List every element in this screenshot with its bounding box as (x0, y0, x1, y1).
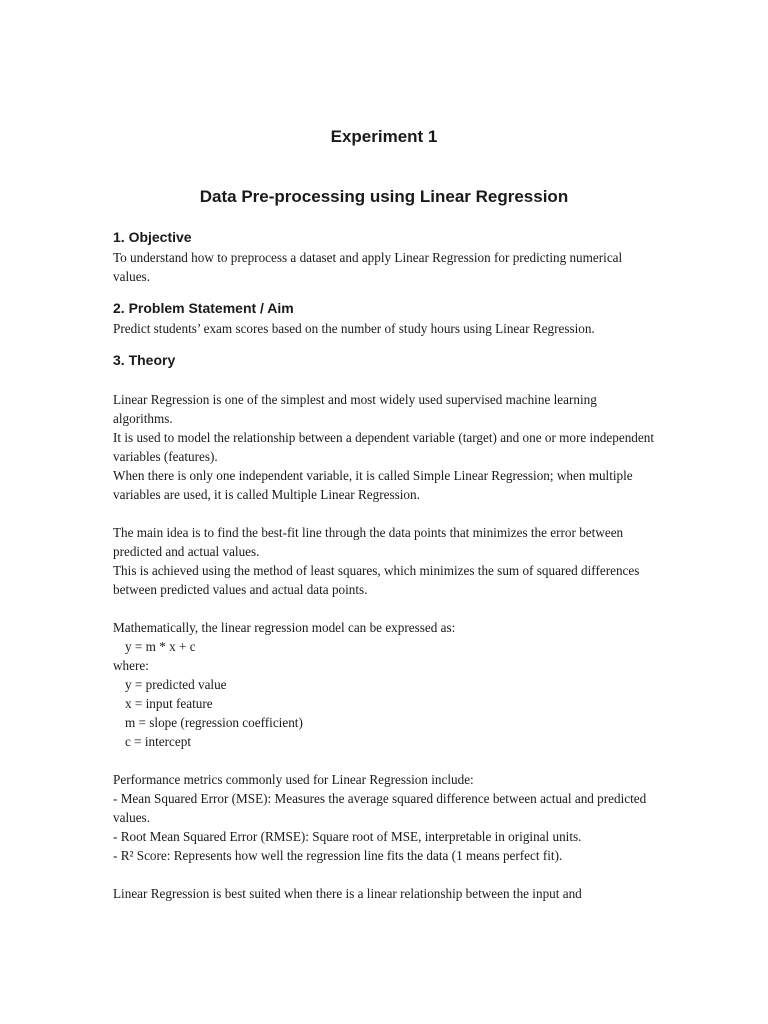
metric-item: - Mean Squared Error (MSE): Measures the average squared difference between actual and predicted values. (113, 791, 647, 825)
metric-item: - R² Score: Represents how well the regression line fits the data (1 means perfect fit). (113, 848, 563, 863)
theory-paragraph-line: It is used to model the relationship between a dependent variable (target) and one or more independent variables (features). (113, 430, 654, 464)
definition-item: y = predicted value (125, 677, 227, 692)
metric-item: - Root Mean Squared Error (RMSE): Square root of MSE, interpretable in original units. (113, 829, 582, 844)
theory-paragraph-line: When there is only one independent variable, it is called Simple Linear Regression; when multiple variables are used, it is called Multiple Linear Regression. (113, 468, 633, 502)
document-title: Data Pre-processing using Linear Regression (199, 187, 569, 206)
problem-heading: 2. Problem Statement / Aim (113, 300, 294, 316)
theory-paragraph-line: This is achieved using the method of least squares, which minimizes the sum of squared differences between predicted values and actual data points. (113, 563, 640, 597)
theory-paragraph-line: The main idea is to find the best-fit line through the data points that minimizes the error between predicted and actual values. (113, 525, 624, 559)
experiment-title: Experiment 1 (330, 127, 438, 146)
where-label: where: (113, 658, 149, 673)
problem-text: Predict students’ exam scores based on the number of study hours using Linear Regression. (113, 321, 595, 336)
equation: y = m * x + c (125, 639, 196, 654)
model-intro: Mathematically, the linear regression model can be expressed as: (113, 620, 456, 635)
document-body (113, 226, 658, 903)
objective-text: To understand how to preprocess a dataset and apply Linear Regression for predicting numerical values. (113, 250, 623, 284)
definition-item: m = slope (regression coefficient) (125, 715, 303, 730)
theory-heading: 3. Theory (113, 352, 176, 368)
theory-paragraph-line: Linear Regression is one of the simplest and most widely used supervised machine learning algorithms. (113, 392, 597, 426)
closing-text: Linear Regression is best suited when there is a linear relationship between the input and (113, 886, 582, 901)
definition-item: c = intercept (125, 734, 192, 749)
definition-item: x = input feature (125, 696, 213, 711)
metrics-intro: Performance metrics commonly used for Linear Regression include: (113, 772, 474, 787)
objective-heading: 1. Objective (113, 229, 192, 245)
